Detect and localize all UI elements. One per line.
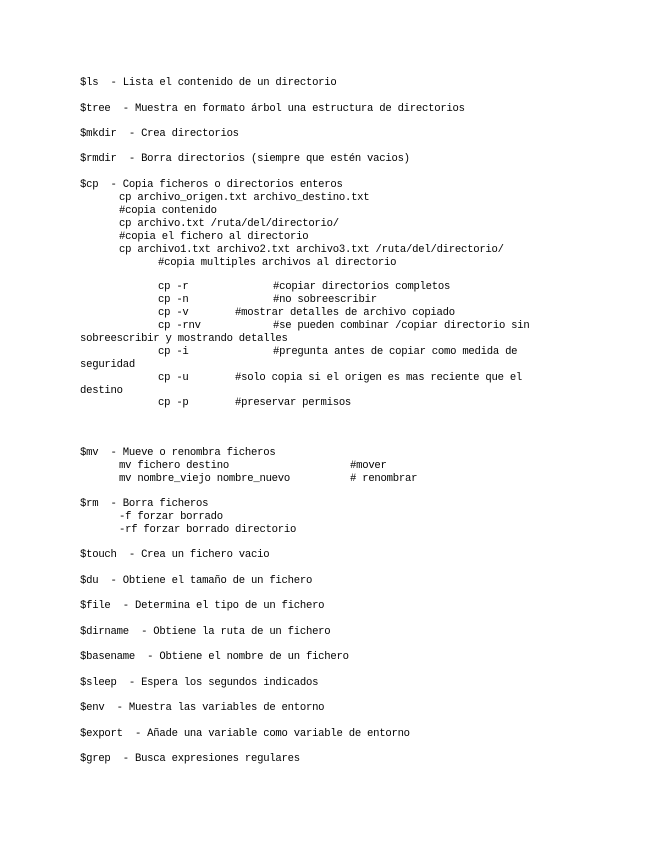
cp-option-wrap: destino: [80, 385, 123, 397]
cmd-export: $export - Añade una variable como variable de entorno: [80, 728, 410, 740]
cmd-du: $du - Obtiene el tamaño de un fichero: [80, 575, 313, 587]
mv-line-cmd: mv nombre_viejo nombre_nuevo: [119, 473, 291, 485]
cp-option-flag: cp -n: [158, 294, 189, 306]
rm-line: -f forzar borrado: [119, 511, 223, 523]
cp-option-wrap: sobreescribir y mostrando detalles: [80, 333, 288, 345]
cmd-mv-title: $mv - Mueve o renombra ficheros: [80, 447, 276, 459]
cmd-rmdir: $rmdir - Borra directorios (siempre que estén vacios): [80, 153, 410, 165]
cp-line: cp archivo_origen.txt archivo_destino.txt: [119, 192, 370, 204]
cp-option-flag: cp -r: [158, 281, 189, 293]
cmd-mkdir: $mkdir - Crea directorios: [80, 128, 239, 140]
cp-option-comment: #solo copia si el origen es mas reciente que el: [235, 372, 523, 384]
cp-option-flag: cp -u: [158, 372, 189, 384]
cp-option-comment: #se pueden combinar /copiar directorio sin: [273, 320, 530, 332]
cp-line: cp archivo.txt /ruta/del/directorio/: [119, 218, 339, 230]
cmd-sleep: $sleep - Espera los segundos indicados: [80, 677, 319, 689]
cp-option-flag: cp -i: [158, 346, 189, 358]
cmd-dirname: $dirname - Obtiene la ruta de un fichero: [80, 626, 331, 638]
cp-line: cp archivo1.txt archivo2.txt archivo3.txt /ruta/del/directorio/: [119, 244, 504, 256]
cp-option-comment: #pregunta antes de copiar como medida de: [273, 346, 518, 358]
cmd-grep: $grep - Busca expresiones regulares: [80, 753, 300, 765]
cmd-file: $file - Determina el tipo de un fichero: [80, 600, 325, 612]
cp-option-comment: #preservar permisos: [235, 397, 352, 409]
cp-line: #copia multiples archivos al directorio: [158, 257, 397, 269]
mv-line-cmd: mv fichero destino: [119, 460, 229, 472]
cmd-rm-title: $rm - Borra ficheros: [80, 498, 209, 510]
cmd-cp-title: $cp - Copia ficheros o directorios enteros: [80, 179, 343, 191]
cp-option-comment: #no sobreescribir: [273, 294, 377, 306]
cmd-ls: $ls - Lista el contenido de un directorio: [80, 77, 337, 89]
rm-line: -rf forzar borrado directorio: [119, 524, 297, 536]
cmd-basename: $basename - Obtiene el nombre de un fichero: [80, 651, 349, 663]
cp-option-wrap: seguridad: [80, 359, 135, 371]
cp-option-comment: #copiar directorios completos: [273, 281, 451, 293]
cp-line: #copia el fichero al directorio: [119, 231, 309, 243]
cp-option-flag: cp -p: [158, 397, 189, 409]
cmd-touch: $touch - Crea un fichero vacio: [80, 549, 270, 561]
mv-line-comment: #mover: [350, 460, 387, 472]
mv-line-comment: # renombrar: [350, 473, 418, 485]
cp-option-flag: cp -rnv: [158, 320, 201, 332]
cp-line: #copia contenido: [119, 205, 217, 217]
cp-option-comment: #mostrar detalles de archivo copiado: [235, 307, 455, 319]
cmd-tree: $tree - Muestra en formato árbol una estructura de directorios: [80, 103, 465, 115]
cmd-env: $env - Muestra las variables de entorno: [80, 702, 325, 714]
cp-option-flag: cp -v: [158, 307, 189, 319]
